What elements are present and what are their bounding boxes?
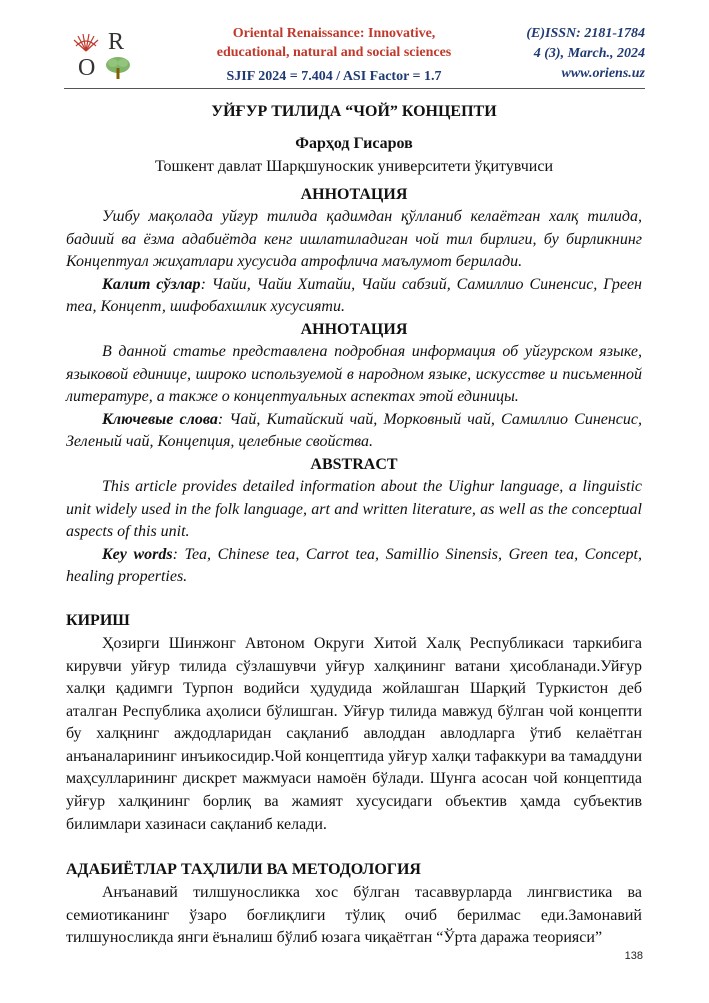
keywords-en — [66, 544, 642, 589]
keywords-uz-text: : Чайи, Чайи Хитайи, Чайи сабзий, Самиллио Синенсис, Греен теа, Концепт, шифобахшлик хусусияти. — [66, 275, 642, 316]
journal-issue-info — [526, 24, 645, 84]
journal-logo — [70, 28, 132, 80]
sjif-factor: SJIF 2024 = 7.404 / ASI Factor = 1.7 — [226, 69, 442, 84]
keywords-uz-label: Калит сўзлар — [102, 275, 201, 293]
issue: 4 (3), March., 2024 — [533, 46, 645, 61]
abstract-heading: ABSTRACT — [310, 455, 398, 473]
journal-title — [196, 24, 472, 86]
annotation-ru-heading: АННОТАЦИЯ — [300, 320, 408, 338]
annotation-uz-heading: АННОТАЦИЯ — [300, 186, 408, 203]
annotation-uz-text: Ушбу мақолада уйғур тилида қадимдан қўлланиб келаётган халқ тилида, бадиий ва ёзма адабиётда кенг ишлатиладиган чой тил бирлиги, бу бирликнинг Концептуал жиҳатлари хусусида атрофлича маълумот берилади. — [66, 208, 642, 271]
keywords-ru — [66, 409, 642, 454]
intro-text: Ҳозирги Шинжонг Автоном Округи Хитой Халқ Республикаси таркибига кирувчи уйғур тилида сўзлашувчи уйғур халқининг ватани ҳисобланади.Уйғур халқи қадимги Турпон водийси ҳудудида жойлашган Шарқий Туркистон деб аталган Республика аҳолиси бўлишган. Уйғур тилида мавжуд бўлган чой концепти бу халқнинг аждодларидан сақланиб авлоддан авлодларга ўтиб келаётган анъаналарининг инъикосидир.Чой концептида уйғур халқи тафаккури ва тамаддуни маҳсулларининг дискрет мажмуаси намоён бўлади. Шунга асосан чой концептида уйғур халқининг борлиқ ва жамият хусусидаги объектив ҳамда субъектив билимлари хазинаси сақланиб келади. — [66, 634, 642, 833]
abstract-text: This article provides detailed information about the Uighur language, a linguistic unit widely used in the folk language, art and written literature, as well as the conceptual aspects of this unit. — [66, 477, 642, 541]
literature-heading: АДАБИЁТЛАР ТАҲЛИЛИ ВА МЕТОДОЛОГИЯ — [66, 861, 421, 879]
article-title: УЙҒУР ТИЛИДА “ЧОЙ” КОНЦЕПТИ — [211, 103, 497, 120]
journal-title-line2: educational, natural and social sciences — [216, 45, 452, 60]
logo-fan-icon — [72, 32, 100, 52]
header-divider — [64, 88, 645, 89]
logo-letter-o: O — [78, 55, 96, 81]
website-link[interactable]: www.oriens.uz — [561, 66, 645, 81]
logo-tree-icon — [104, 56, 132, 80]
page-number: 138 — [624, 950, 643, 962]
keywords-ru-label: Ключевые слова — [102, 410, 218, 428]
article-body — [66, 100, 642, 950]
annotation-ru-text: В данной статье представлена подробная информация об уйгурском языке, языковой единице, широко используемой в народном языке, искусстве и письменной литературе, а также о концептуальных аспектах этой единицы. — [66, 342, 642, 406]
keywords-ru-text: : Чай, Китайский чай, Морковный чай, Самиллио Синенсис, Зеленый чай, Концепция, целебные свойства. — [66, 410, 642, 451]
keywords-uz — [66, 274, 642, 319]
author-name: Фарҳод Гисаров — [295, 135, 413, 152]
literature-text: Анъанавий тилшуносликка хос бўлган тасаввурларда лингвистика ва семиотиканинг ўзаро боғлиқлиги тўлиқ очиб берилмас еди.Замонавий тилшуносликда янги ёъналиш бўлиб юзага чиқаётган “Ўрта даража теорияси” — [66, 884, 642, 947]
author-affiliation: Тошкент давлат Шарқшуноскик университети ўқитувчиси — [154, 158, 553, 175]
logo-letter-r: R — [108, 29, 125, 55]
keywords-en-text: : Tea, Chinese tea, Carrot tea, Samillio Sinensis, Green tea, Concept, healing properties. — [66, 545, 643, 586]
journal-title-line1: Oriental Renaissance: Innovative, — [232, 26, 436, 41]
issn: (E)ISSN: 2181-1784 — [526, 26, 645, 41]
intro-heading: КИРИШ — [66, 611, 130, 629]
keywords-en-label: Key words — [102, 545, 173, 563]
